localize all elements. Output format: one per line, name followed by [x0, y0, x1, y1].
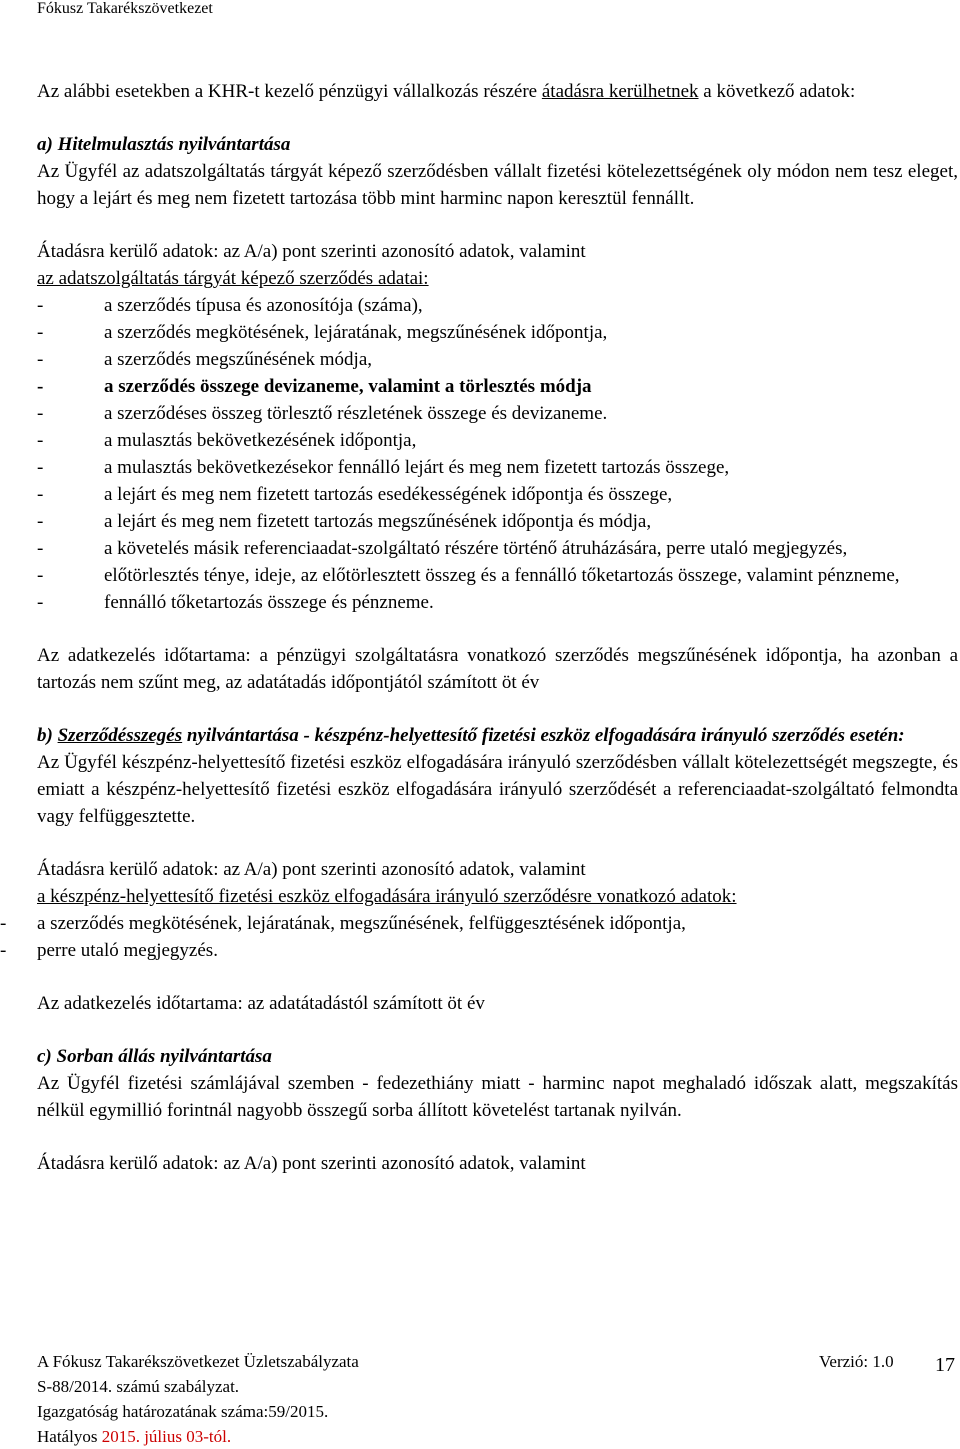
list-item: - perre utaló megjegyzés. [0, 937, 958, 964]
footer-version: Verzió: 1.0 [819, 1352, 894, 1371]
list-item: - a szerződés típusa és azonosítója (száma), [37, 292, 958, 319]
section-c-transfer: Átadásra kerülő adatok: az A/a) pont szerinti azonosító adatok, valamint [37, 1153, 586, 1174]
list-item: - a lejárt és meg nem fizetett tartozás esedékességének időpontja és összege, [37, 481, 958, 508]
list-item: - a szerződés megszűnésének módja, [37, 346, 958, 373]
section-b-desc: Az Ügyfél készpénz-helyettesítő fizetési eszköz elfogadására irányuló szerződésben vállalt kötelezettségét megszegte, és emiatt a készpénz-helyettesítő fizetési eszköz elfogadására irányuló szerződését a referenciaadat-szolgáltató felmondta vagy felfüggesztette. [37, 752, 958, 827]
section-b-title-prefix: b) [37, 725, 58, 746]
list-item: - a szerződéses összeg törlesztő részletének összege és devizaneme. [37, 400, 958, 427]
list-item: - a lejárt és meg nem fizetett tartozás megszűnésének időpontja és módja, [37, 508, 958, 535]
section-a-title: a) Hitelmulasztás nyilvántartása [37, 134, 291, 155]
intro-text: Az alábbi esetekben a KHR-t kezelő pénzügyi vállalkozás részére [37, 81, 542, 102]
list-item: - a szerződés megkötésének, lejáratának, megszűnésének időpontja, [37, 319, 958, 346]
page-footer [37, 1349, 958, 1449]
section-b-title-rest: nyilvántartása - készpénz-helyettesítő fizetési eszköz elfogadására irányuló szerződés esetén: [182, 725, 905, 746]
section-b-title-underlined: Szerződésszegés [57, 725, 183, 746]
effective-label: Hatályos [37, 1427, 102, 1446]
section-b-retention: Az adatkezelés időtartama: az adatátadástól számított öt év [37, 993, 485, 1014]
section-a-subhead: az adatszolgáltatás tárgyát képező szerződés adatai: [37, 268, 429, 289]
footer-regulation-title: A Fókusz Takarékszövetkezet Üzletszabályzata [37, 1352, 359, 1371]
list-item: - a mulasztás bekövetkezésének időpontja, [37, 427, 958, 454]
list-item: - a szerződés összege devizaneme, valamint a törlesztés módja [37, 373, 958, 400]
intro-paragraph [37, 78, 958, 105]
section-a-desc: Az Ügyfél az adatszolgáltatás tárgyát képező szerződésben vállalt fizetési kötelezettségének oly módon nem tesz eleget, hogy a lejárt és meg nem fizetett tartozása több mint harminc napon keresztül fennállt. [37, 161, 958, 209]
section-b-transfer: Átadásra kerülő adatok: az A/a) pont szerinti azonosító adatok, valamint [37, 859, 586, 880]
section-a-transfer: Átadásra kerülő adatok: az A/a) pont szerinti azonosító adatok, valamint [37, 241, 586, 262]
list-item: - a mulasztás bekövetkezésekor fennálló lejárt és meg nem fizetett tartozás összege, [37, 454, 958, 481]
effective-date-value: 2015. július 03-tól. [101, 1427, 232, 1446]
document-body [37, 78, 958, 1177]
list-item: - előtörlesztés ténye, ideje, az előtörlesztett összeg és a fennálló tőketartozás összege, valamint pénzneme, [37, 562, 958, 589]
section-c-desc: Az Ügyfél fizetési számlájával szemben - fedezethiány miatt - harminc napot meghaladó időszak alatt, megszakítás nélkül egymillió forintnál nagyobb összegű sorba állított követelést tartanak nyilván. [37, 1073, 958, 1121]
page-number: 17 [935, 1354, 955, 1376]
list-item: - a követelés másik referenciaadat-szolgáltató részére történő átruházására, perre utaló megjegyzés, [37, 535, 958, 562]
list-item: - a szerződés megkötésének, lejáratának, megszűnésének, felfüggesztésének időpontja, [0, 910, 958, 937]
footer-board-resolution: Igazgatóság határozatának száma:59/2015. [37, 1402, 329, 1421]
footer-regulation-number: S-88/2014. számú szabályzat. [37, 1377, 240, 1396]
section-b-subhead: a készpénz-helyettesítő fizetési eszköz elfogadására irányuló szerződésre vonatkozó adatok: [37, 886, 737, 907]
intro-underlined-text: átadásra kerülhetnek [541, 81, 699, 102]
section-a-retention: Az adatkezelés időtartama: a pénzügyi szolgáltatásra vonatkozó szerződés megszűnésének időpontja, ha azonban a tartozás nem szűnt meg, az adatátadás időpontjától számított öt év [37, 645, 958, 693]
running-header: Fókusz Takarékszövetkezet [37, 0, 213, 17]
list-item: - fennálló tőketartozás összege és pénzneme. [37, 589, 958, 616]
section-a-list [37, 292, 958, 616]
footer-effective-date [37, 1424, 958, 1449]
section-b-list [0, 910, 958, 964]
intro-text-end: a következő adatok: [698, 81, 856, 102]
section-b-title [37, 722, 958, 749]
section-c-title: c) Sorban állás nyilvántartása [37, 1046, 272, 1067]
